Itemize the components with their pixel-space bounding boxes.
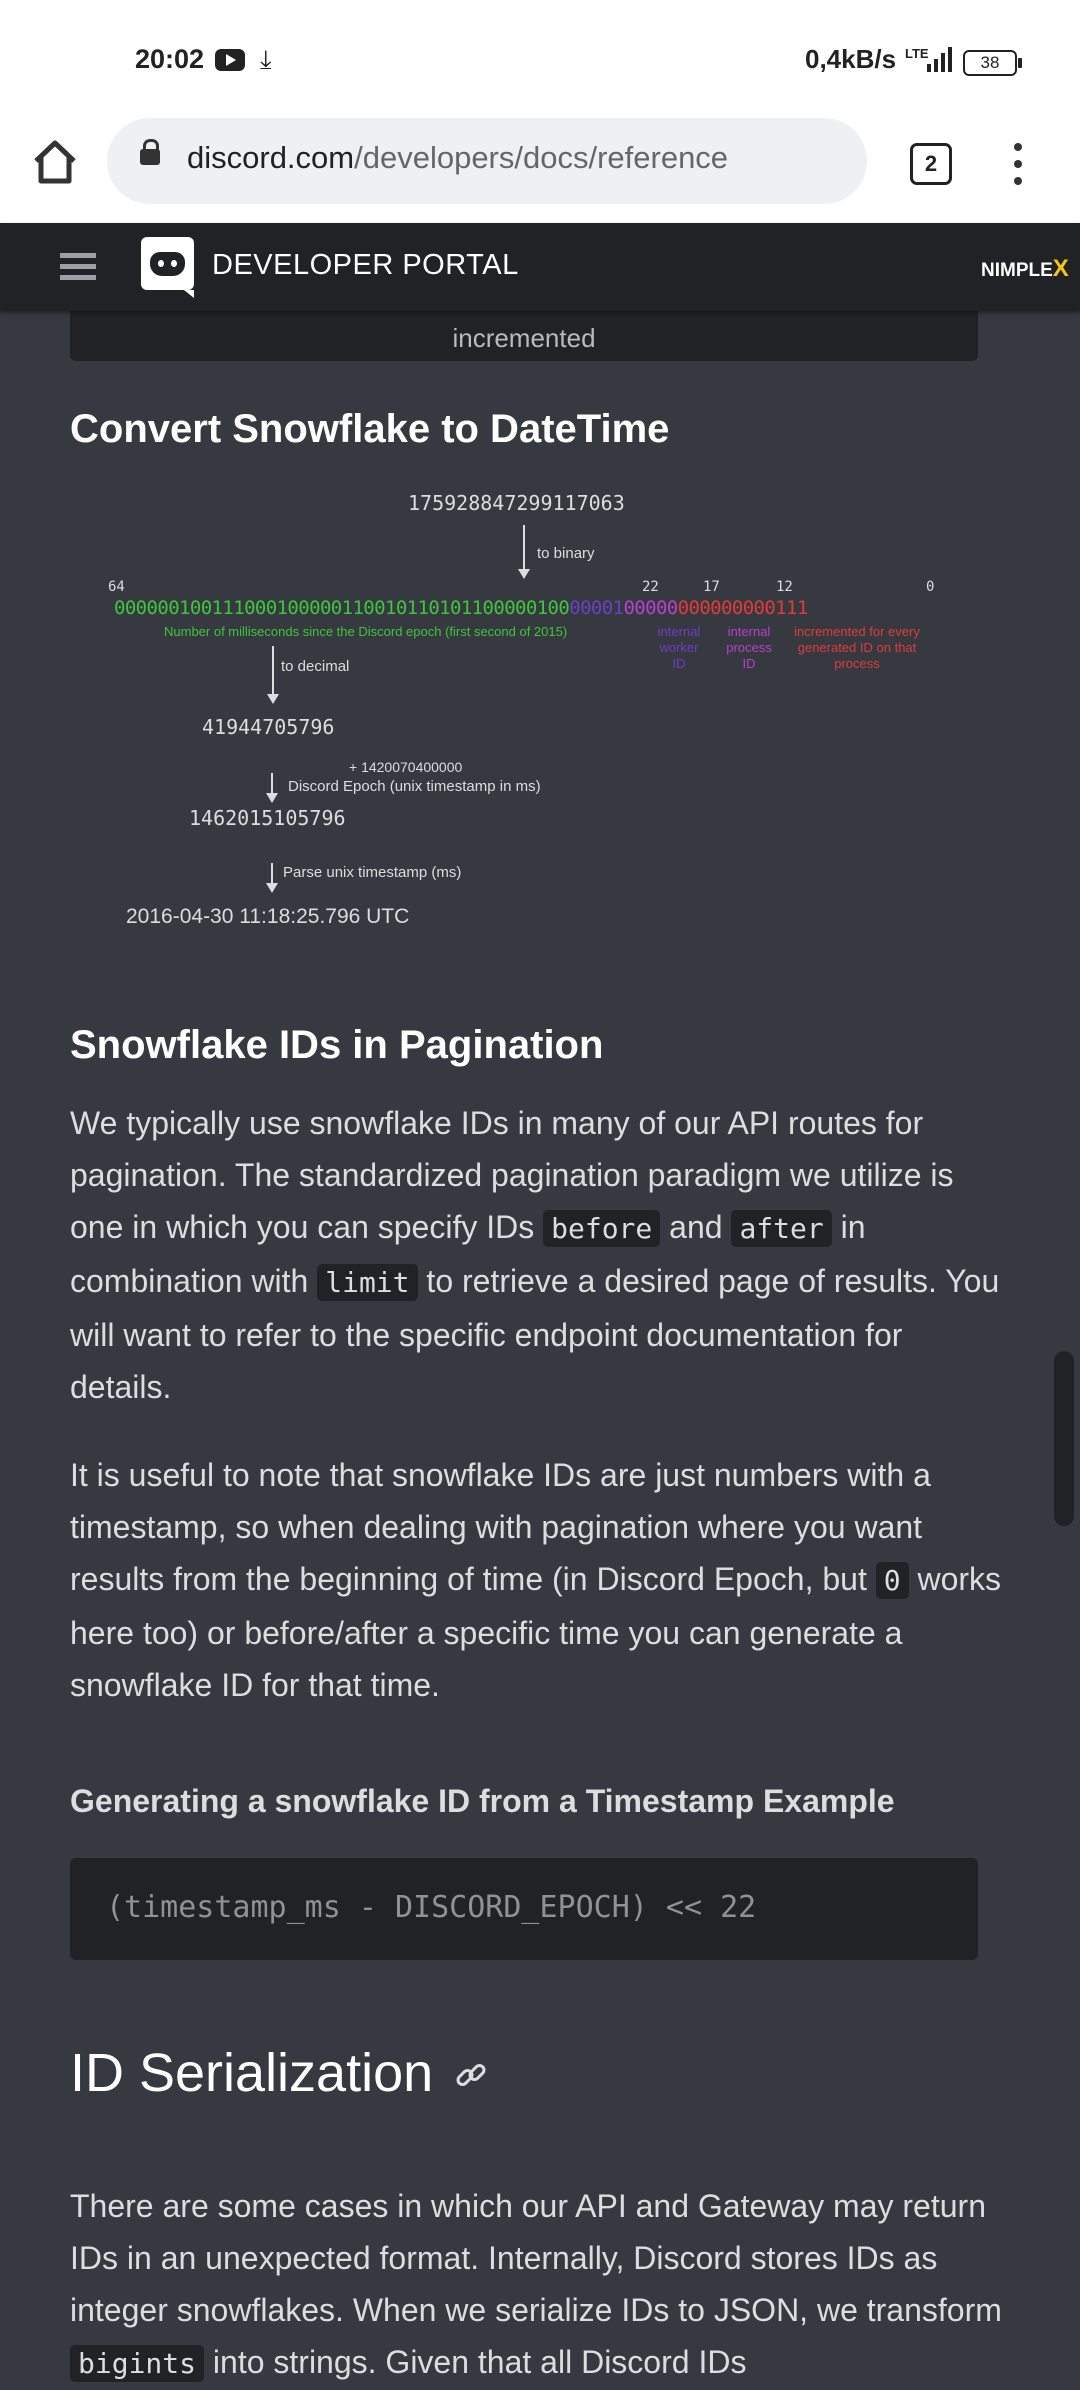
- code-before: before: [543, 1210, 660, 1247]
- home-icon[interactable]: [30, 137, 80, 187]
- discord-logo-icon[interactable]: [141, 237, 194, 290]
- download-icon: ⤓: [260, 44, 272, 74]
- signal-icon: [925, 46, 955, 72]
- code-block-example: [70, 1858, 978, 1960]
- bit-label-12: 12: [776, 579, 793, 595]
- code-after: after: [731, 1210, 831, 1247]
- url-text[interactable]: [187, 140, 728, 176]
- label-increment-bits: incremented for every generated ID on that process: [794, 624, 920, 671]
- bit-label-0: 0: [926, 579, 935, 595]
- heading-generating-example: Generating a snowflake ID from a Timestamp Example: [70, 1783, 895, 1819]
- page-scrollbar[interactable]: [1054, 1351, 1074, 1526]
- diagram-to-binary: to binary: [537, 545, 595, 562]
- bit-label-22: 22: [642, 579, 659, 595]
- heading-id-serialization: ID Serialization: [70, 2043, 434, 2103]
- diagram-plus-epoch: + 1420070400000: [349, 759, 463, 775]
- anchor-link-icon[interactable]: [452, 2056, 490, 2094]
- diagram-datetime: 2016-04-30 11:18:25.796 UTC: [126, 905, 410, 928]
- diagram-to-decimal: to decimal: [281, 658, 350, 675]
- serialization-paragraph: There are some cases in which our API and Gateway may return IDs in an unexpected format. Internally, Discord stores IDs as integer snowflakes. When we serialize IDs to JSON, we transform bigints into strings. Given that all Discord IDs: [70, 2188, 1002, 2380]
- battery-icon: 38: [963, 50, 1017, 76]
- binary-value: 0000001001110001000001100101101011000001000000100000000000000111: [114, 597, 808, 619]
- bit-label-17: 17: [703, 579, 720, 595]
- address-bar[interactable]: [107, 118, 867, 204]
- diagram-snowflake-value: 175928847299117063: [408, 491, 625, 515]
- status-time: 20:02: [135, 44, 205, 74]
- diagram-unix-ms: 1462015105796: [189, 806, 346, 830]
- diagram-epoch-label: Discord Epoch (unix timestamp in ms): [288, 778, 541, 795]
- url-path: /developers/docs/reference: [354, 140, 729, 175]
- portal-title[interactable]: DEVELOPER PORTAL: [212, 249, 519, 281]
- bit-label-64: 64: [108, 579, 125, 595]
- diagram-parse-label: Parse unix timestamp (ms): [283, 864, 462, 881]
- heading-pagination: Snowflake IDs in Pagination: [70, 1023, 604, 1067]
- status-bar: [0, 0, 1080, 115]
- pagination-paragraph-2: It is useful to note that snowflake IDs are just numbers with a timestamp, so when dealing with pagination where you want results from the beginning of time (in Discord Epoch, but 0 works here too) or before/after a specific time you can generate a snowflake ID for that time.: [70, 1457, 1002, 1703]
- browser-toolbar: [0, 115, 1080, 223]
- network-type: LTE: [905, 46, 929, 61]
- nimplex-logo: NIMPLEX: [981, 255, 1069, 282]
- label-process-bits: internal process ID: [726, 624, 772, 671]
- code-bigints: bigints: [70, 2345, 204, 2382]
- lock-icon[interactable]: [140, 149, 160, 165]
- more-menu-icon[interactable]: [1012, 143, 1022, 185]
- diagram-decimal-value: 41944705796: [202, 715, 335, 739]
- tab-switcher-button[interactable]: 2: [910, 143, 952, 185]
- hamburger-menu-icon[interactable]: [60, 253, 96, 281]
- pagination-paragraph-1: We typically use snowflake IDs in many of our API routes for pagination. The standardized pagination paradigm we utilize is one in which you can specify IDs before and after in combination with limit to retrieve a desired page of results. You will want to refer to the specific endpoint documentation for details.: [70, 1105, 1000, 1405]
- code-example-text: (timestamp_ms - DISCORD_EPOCH) << 22: [106, 1890, 757, 1925]
- code-zero: 0: [876, 1562, 909, 1599]
- youtube-icon: [215, 49, 245, 71]
- previous-table-text: incremented: [452, 323, 596, 353]
- url-host: discord.com: [187, 140, 355, 175]
- developer-portal-header: [0, 223, 1080, 311]
- snowflake-diagram: [70, 491, 978, 951]
- heading-convert-snowflake: Convert Snowflake to DateTime: [70, 407, 670, 451]
- docs-content: [0, 311, 1080, 2380]
- label-worker-bits: internal worker ID: [657, 624, 701, 671]
- label-timestamp-bits: Number of milliseconds since the Discord epoch (first second of 2015): [164, 624, 568, 639]
- code-limit: limit: [317, 1264, 417, 1301]
- network-speed: 0,4kB/s: [805, 44, 897, 74]
